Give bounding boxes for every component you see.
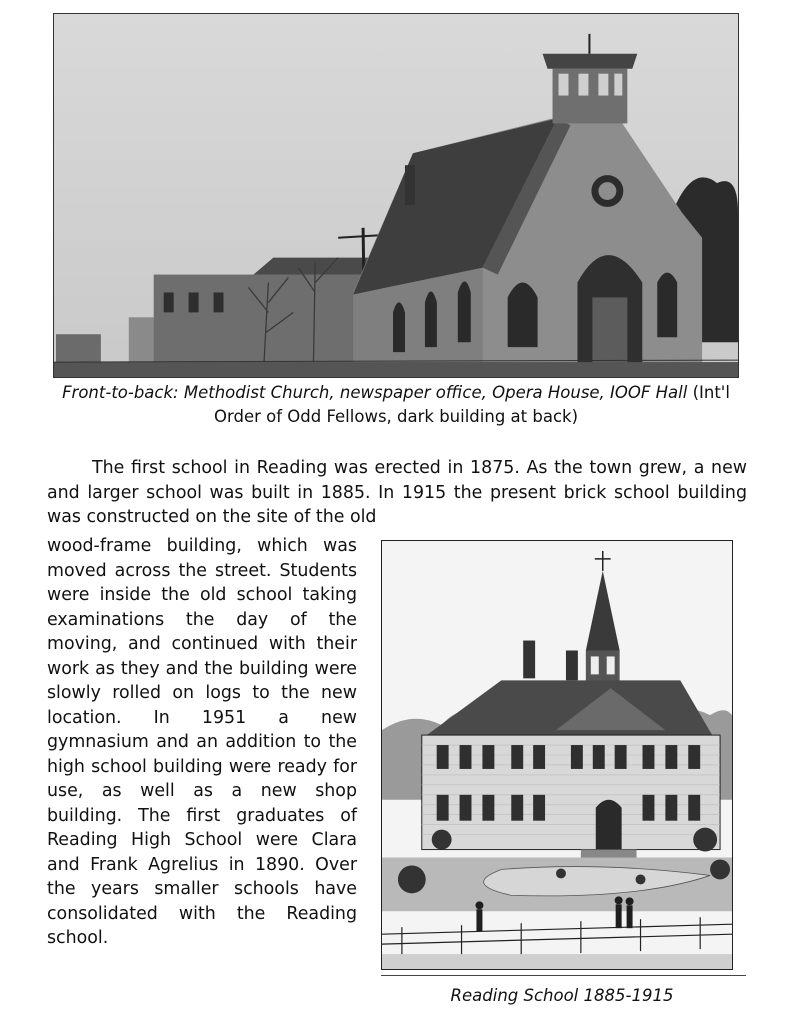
caption-italic-text: Front-to-back: Methodist Church, newspaper office, Opera House, IOOF Hall: [62, 383, 688, 402]
church-photo-illustration: [54, 14, 738, 377]
church-photo-caption: [40, 381, 752, 429]
school-photo-caption: Reading School 1885-1915: [450, 986, 674, 1005]
caption-plain-text: (Int'l Order of Odd Fellows, dark building at back): [213, 383, 730, 426]
school-caption-divider: [381, 975, 746, 976]
school-engraving: [382, 541, 732, 969]
body-paragraph-continued: wood-frame building, which was moved across the street. Students were inside the old school taking examinations the day of the moving, and continued with their work as they and the building were slowly rolled on logs to the new location. In 1951 a new gymnasium and an addition to the high school building were ready for use, as well as a new shop building. The first graduates of Reading High School were Clara and Frank Agrelius in 1890. Over the years smaller schools have consolidated with the Reading school.: [47, 536, 357, 948]
reading-school-illustration: [381, 540, 733, 970]
body-paragraph-lead: The first school in Reading was erected in 1875. As the town grew, a new and larger school was built in 1885. In 1915 the present brick school building was constructed on the site of the old: [47, 458, 747, 527]
church-street-photo: [53, 13, 739, 378]
